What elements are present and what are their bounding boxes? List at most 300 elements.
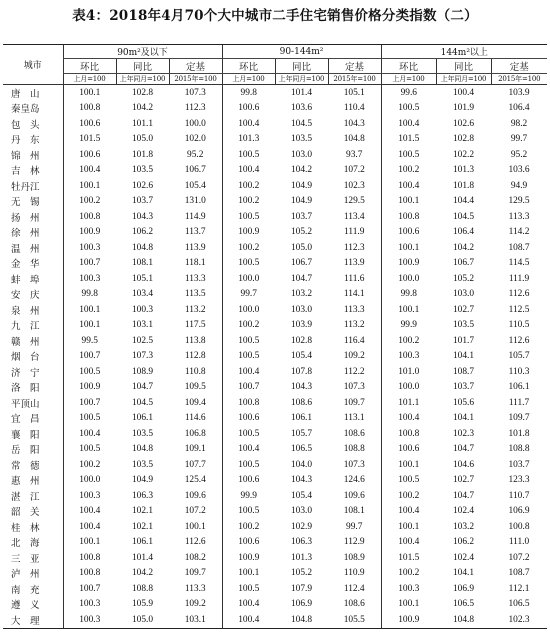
base-small-cell: 110.8 [184, 366, 206, 377]
group-header-large: 144m²以上 [381, 45, 547, 59]
mom-large-cell: 100.4 [381, 535, 436, 551]
yoy-small-cell: 101.4 [131, 552, 154, 563]
base-small-cell: 100.1 [184, 521, 206, 532]
table-row [3, 318, 547, 334]
yoy-medium-cell: 104.3 [290, 382, 313, 393]
yoy-medium-cell: 105.4 [290, 490, 313, 501]
mom-small-cell: 99.5 [63, 333, 116, 349]
yoy-large-cell: 104.6 [452, 459, 475, 470]
yoy-small-cell: 104.2 [131, 103, 154, 114]
yoy-medium-cell: 104.9 [290, 180, 313, 191]
city-name-cell: 三 亚 [11, 553, 40, 565]
base-medium-cell: 113.9 [343, 258, 365, 269]
base-small-cell: 107.2 [184, 506, 206, 517]
mom-large-cell: 99.6 [381, 85, 436, 101]
yoy-medium-cell: 104.9 [290, 196, 313, 207]
yoy-small-cell: 105.1 [131, 273, 154, 284]
yoy-medium-cell: 103.2 [290, 289, 313, 300]
yoy-small-cell: 102.1 [131, 521, 154, 532]
city-name-cell: 湛 江 [11, 491, 40, 503]
base-medium-cell: 112.3 [343, 242, 365, 253]
table-row [3, 116, 547, 132]
base-small-cell: 114.6 [184, 413, 206, 424]
city-name-cell: 无 锡 [11, 197, 40, 209]
base-medium-cell: 113.3 [343, 304, 365, 315]
base-large-cell: 107.2 [508, 552, 530, 563]
mom-medium-cell: 100.5 [222, 209, 275, 225]
yoy-medium-cell: 106.9 [290, 599, 313, 610]
mom-small-cell: 100.8 [63, 550, 116, 566]
base-small-cell: 113.5 [184, 289, 206, 300]
yoy-large-cell: 102.7 [452, 475, 475, 486]
base-small-cell: 113.2 [184, 304, 206, 315]
yoy-small-cell: 103.4 [131, 289, 154, 300]
yoy-small-cell: 108.1 [131, 258, 154, 269]
base-small-cell: 107.7 [184, 459, 206, 470]
base-medium-cell: 113.4 [343, 211, 365, 222]
yoy-large-cell: 106.7 [452, 258, 475, 269]
yoy-small-cell: 105.0 [116, 612, 169, 628]
yoy-large-cell: 102.6 [452, 118, 475, 129]
mom-large-cell: 100.4 [381, 116, 436, 132]
table-row [3, 411, 547, 427]
base-large-cell: 111.7 [508, 397, 530, 408]
yoy-large-cell: 105.2 [452, 273, 475, 284]
base-medium-cell: 99.7 [346, 521, 363, 532]
base-large-cell: 103.6 [508, 165, 530, 176]
city-name-cell: 徐 州 [11, 228, 40, 240]
base-large-cell: 103.9 [508, 87, 530, 98]
mom-medium-cell: 100.6 [222, 535, 275, 551]
base-medium-cell: 111.6 [344, 273, 365, 284]
base-medium-cell: 107.2 [343, 165, 365, 176]
city-name-cell: 烟 台 [11, 352, 40, 364]
mom-large-cell: 100.2 [381, 488, 436, 504]
base-small-cell: 109.1 [184, 444, 206, 455]
table-row [3, 473, 547, 489]
mom-small-cell: 100.9 [63, 225, 116, 241]
mom-medium-cell: 100.1 [222, 566, 275, 582]
base-large-cell: 114.2 [508, 227, 530, 238]
sub-header-yoy: 同比 [275, 59, 328, 74]
table-row [3, 364, 547, 380]
mom-large-cell: 100.0 [381, 271, 436, 287]
yoy-large-cell: 102.2 [452, 149, 475, 160]
yoy-large-cell: 103.5 [452, 320, 475, 331]
mom-large-cell: 100.4 [381, 178, 436, 194]
base-medium-cell: 110.4 [343, 103, 365, 114]
mom-medium-cell: 100.5 [222, 504, 275, 520]
mom-medium-cell: 100.4 [222, 116, 275, 132]
base-medium-cell: 109.7 [343, 397, 365, 408]
mom-medium-cell: 99.7 [222, 287, 275, 303]
city-name-cell: 吉 林 [11, 166, 40, 178]
city-name-cell: 安 庆 [11, 290, 40, 302]
mom-small-cell: 100.3 [63, 488, 116, 504]
mom-medium-cell: 100.4 [222, 364, 275, 380]
base-medium-cell: 112.4 [343, 583, 365, 594]
city-column-header: 城市 [3, 45, 63, 85]
yoy-large-cell: 108.7 [452, 366, 475, 377]
yoy-large-cell: 102.3 [452, 428, 475, 439]
base-large-cell: 111.0 [508, 537, 530, 548]
mom-small-cell: 100.5 [63, 442, 116, 458]
table-row [3, 132, 547, 148]
base-large-cell: 102.3 [491, 612, 547, 628]
table-row [3, 457, 547, 473]
table-row [3, 380, 547, 396]
mom-large-cell: 100.3 [381, 581, 436, 597]
city-name-cell: 丹 东 [11, 135, 40, 147]
table-body [3, 85, 547, 629]
city-name-cell: 宜 昌 [11, 414, 40, 426]
table-row [3, 519, 547, 535]
base-large-cell: 106.5 [508, 599, 530, 610]
mom-small-cell: 100.5 [63, 364, 116, 380]
yoy-small-cell: 108.8 [131, 583, 154, 594]
table-row [3, 209, 547, 225]
base-large-cell: 112.6 [508, 289, 530, 300]
base-small-cell: 106.8 [184, 428, 206, 439]
base-small-cell: 109.4 [184, 397, 206, 408]
mom-small-cell: 101.5 [63, 132, 116, 148]
base-medium-cell: 129.5 [343, 196, 365, 207]
city-name-cell: 洛 阳 [11, 383, 40, 395]
mom-medium-cell: 100.5 [222, 581, 275, 597]
base-label-mom: 上月=100 [63, 74, 116, 85]
yoy-small-cell: 102.5 [131, 335, 154, 346]
table-row [3, 550, 547, 566]
yoy-large-cell: 101.8 [452, 180, 475, 191]
base-small-cell: 109.7 [184, 568, 206, 579]
city-name-cell: 九 江 [11, 321, 40, 333]
base-small-cell: 109.6 [184, 490, 206, 501]
mom-medium-cell: 100.5 [222, 256, 275, 272]
base-medium-cell: 110.9 [343, 568, 365, 579]
yoy-medium-cell: 104.0 [290, 459, 313, 470]
yoy-small-cell: 104.8 [131, 242, 154, 253]
yoy-medium-cell: 104.7 [290, 273, 313, 284]
base-label-mom: 上月=100 [222, 74, 275, 85]
yoy-small-cell: 103.5 [131, 459, 154, 470]
mom-medium-cell: 99.8 [222, 85, 275, 101]
table-row [3, 395, 547, 411]
base-medium-cell: 108.8 [343, 444, 365, 455]
yoy-large-cell: 104.1 [452, 413, 475, 424]
base-label-yoy: 上年同月=100 [275, 74, 328, 85]
mom-medium-cell: 100.6 [222, 473, 275, 489]
mom-small-cell: 100.5 [63, 411, 116, 427]
base-small-cell: 106.7 [184, 165, 206, 176]
base-small-cell: 95.2 [187, 149, 204, 160]
mom-small-cell: 100.3 [63, 240, 116, 256]
table-row [3, 566, 547, 582]
yoy-large-cell: 104.4 [452, 196, 475, 207]
city-name-cell: 赣 州 [11, 336, 40, 348]
city-name-cell: 泉 州 [11, 305, 40, 317]
mom-small-cell: 100.7 [63, 349, 116, 365]
mom-medium-cell: 100.5 [222, 349, 275, 365]
mom-medium-cell: 100.4 [222, 597, 275, 613]
sub-header-mom: 环比 [222, 59, 275, 74]
yoy-medium-cell: 105.2 [290, 227, 313, 238]
city-name-cell: 锦 州 [11, 150, 40, 162]
sub-header-mom: 环比 [381, 59, 436, 74]
base-small-cell: 113.3 [184, 583, 206, 594]
mom-large-cell: 100.6 [381, 225, 436, 241]
base-large-cell: 108.7 [508, 568, 530, 579]
table-row [3, 426, 547, 442]
yoy-small-cell: 103.5 [131, 165, 154, 176]
yoy-small-cell: 104.8 [131, 444, 154, 455]
mom-small-cell: 100.6 [63, 147, 116, 163]
price-index-table [3, 44, 547, 629]
mom-medium-cell: 100.5 [222, 457, 275, 473]
yoy-small-cell: 106.1 [131, 537, 154, 548]
mom-small-cell: 100.1 [63, 85, 116, 101]
base-large-cell: 108.7 [508, 242, 530, 253]
city-name-cell: 惠 州 [11, 476, 40, 488]
mom-medium-cell: 100.4 [222, 163, 275, 179]
table-row [3, 256, 547, 272]
base-label-yoy: 上年同月=100 [436, 74, 491, 85]
mom-medium-cell: 100.4 [222, 612, 275, 628]
table-row [3, 271, 547, 287]
city-name-cell: 泸 州 [11, 569, 40, 581]
mom-large-cell: 100.1 [381, 194, 436, 210]
city-name-cell: 大 理 [3, 612, 63, 628]
base-medium-cell: 108.1 [343, 506, 365, 517]
mom-large-cell: 100.1 [381, 240, 436, 256]
mom-medium-cell: 100.9 [222, 550, 275, 566]
yoy-large-cell: 102.4 [452, 552, 475, 563]
sub-header-base: 定基 [491, 59, 547, 74]
base-medium-cell: 93.7 [346, 149, 363, 160]
base-large-cell: 101.8 [508, 428, 530, 439]
mom-small-cell: 100.4 [63, 519, 116, 535]
yoy-large-cell: 104.8 [436, 612, 491, 628]
base-medium-cell: 108.9 [343, 552, 365, 563]
yoy-large-cell: 103.2 [452, 521, 475, 532]
yoy-large-cell: 100.4 [452, 87, 475, 98]
yoy-large-cell: 104.1 [452, 568, 475, 579]
base-label-mom: 上月=100 [381, 74, 436, 85]
table-row [3, 504, 547, 520]
yoy-medium-cell: 107.9 [290, 583, 313, 594]
mom-medium-cell: 99.9 [222, 488, 275, 504]
mom-small-cell: 100.3 [63, 271, 116, 287]
yoy-medium-cell: 106.5 [290, 444, 313, 455]
base-large-cell: 114.5 [508, 258, 530, 269]
mom-large-cell: 101.5 [381, 132, 436, 148]
mom-medium-cell: 100.5 [222, 426, 275, 442]
mom-large-cell: 100.3 [381, 349, 436, 365]
mom-small-cell: 100.7 [63, 256, 116, 272]
mom-small-cell: 100.0 [63, 473, 116, 489]
yoy-large-cell: 106.4 [452, 227, 475, 238]
mom-large-cell: 99.9 [381, 318, 436, 334]
mom-large-cell: 100.4 [381, 411, 436, 427]
table-row [3, 535, 547, 551]
mom-small-cell: 100.3 [63, 612, 116, 628]
mom-large-cell: 100.1 [381, 519, 436, 535]
mom-small-cell: 100.1 [63, 302, 116, 318]
base-large-cell: 106.9 [508, 506, 530, 517]
city-name-cell: 北 海 [11, 538, 40, 550]
sub-header-base: 定基 [169, 59, 222, 74]
yoy-medium-cell: 105.2 [290, 568, 313, 579]
base-large-cell: 98.2 [510, 118, 528, 129]
base-large-cell: 106.4 [508, 103, 530, 114]
base-large-cell: 129.5 [508, 196, 530, 207]
base-medium-cell: 113.1 [343, 413, 365, 424]
mom-large-cell: 99.8 [381, 287, 436, 303]
base-medium-cell: 108.6 [343, 428, 365, 439]
yoy-medium-cell: 103.0 [290, 506, 313, 517]
table-row [3, 178, 547, 194]
yoy-small-cell: 107.3 [131, 351, 154, 362]
base-large-cell: 110.7 [508, 490, 530, 501]
mom-medium-cell: 100.5 [222, 333, 275, 349]
base-large-cell: 99.7 [510, 134, 528, 145]
yoy-small-cell: 102.6 [131, 180, 154, 191]
sub-header-yoy: 同比 [116, 59, 169, 74]
mom-small-cell: 100.1 [63, 318, 116, 334]
table-row [3, 333, 547, 349]
base-small-cell: 105.4 [184, 180, 206, 191]
yoy-medium-cell: 106.3 [290, 537, 313, 548]
group-header-medium: 90-144m² [222, 45, 381, 59]
base-medium-cell: 107.3 [343, 459, 365, 470]
mom-medium-cell: 100.2 [222, 519, 275, 535]
base-large-cell: 110.3 [508, 366, 530, 377]
base-small-cell: 112.3 [184, 103, 206, 114]
base-large-cell: 108.8 [508, 444, 530, 455]
mom-small-cell: 100.2 [63, 457, 116, 473]
city-name-cell: 金 华 [11, 259, 40, 271]
base-large-cell: 112.1 [508, 583, 530, 594]
table-row [3, 302, 547, 318]
mom-medium-cell: 100.6 [222, 411, 275, 427]
yoy-small-cell: 105.9 [131, 599, 154, 610]
mom-medium-cell: 100.7 [222, 380, 275, 396]
mom-large-cell: 100.8 [381, 426, 436, 442]
city-name-cell: 温 州 [11, 243, 40, 255]
mom-large-cell: 100.1 [381, 597, 436, 613]
yoy-small-cell: 102.8 [131, 87, 154, 98]
mom-small-cell: 100.4 [63, 504, 116, 520]
base-small-cell: 131.0 [184, 196, 206, 207]
base-small-cell: 107.3 [184, 87, 206, 98]
yoy-medium-cell: 106.1 [290, 413, 313, 424]
base-medium-cell: 112.2 [343, 366, 365, 377]
mom-large-cell: 100.9 [381, 256, 436, 272]
yoy-small-cell: 101.8 [131, 149, 154, 160]
yoy-small-cell: 103.1 [131, 320, 154, 331]
yoy-large-cell: 104.7 [452, 490, 475, 501]
yoy-large-cell: 104.5 [452, 211, 475, 222]
base-medium-cell: 113.2 [343, 320, 365, 331]
yoy-medium-cell: 103.7 [290, 211, 313, 222]
mom-small-cell: 100.8 [63, 566, 116, 582]
mom-large-cell: 100.2 [381, 163, 436, 179]
yoy-medium-cell: 101.3 [290, 552, 313, 563]
table-row [3, 85, 547, 101]
base-large-cell: 100.8 [508, 521, 530, 532]
table-row [3, 597, 547, 613]
mom-large-cell: 100.1 [381, 302, 436, 318]
yoy-medium-cell: 105.4 [290, 351, 313, 362]
mom-small-cell: 100.7 [63, 395, 116, 411]
yoy-large-cell: 103.7 [452, 382, 475, 393]
base-small-cell: 113.9 [184, 242, 206, 253]
yoy-small-cell: 103.5 [131, 428, 154, 439]
table-row [3, 287, 547, 303]
city-name-cell: 岳 阳 [11, 445, 40, 457]
yoy-medium-cell: 108.6 [290, 397, 313, 408]
yoy-large-cell: 104.1 [452, 351, 475, 362]
base-large-cell: 123.3 [508, 475, 530, 486]
base-small-cell: 114.9 [184, 211, 206, 222]
base-large-cell: 112.6 [508, 335, 530, 346]
yoy-small-cell: 104.5 [131, 397, 154, 408]
mom-large-cell: 101.0 [381, 364, 436, 380]
mom-large-cell: 100.5 [381, 101, 436, 117]
mom-medium-cell: 100.2 [222, 240, 275, 256]
mom-medium-cell: 100.9 [222, 225, 275, 241]
mom-small-cell: 100.4 [63, 163, 116, 179]
table-title: 表4：2018年4月70个大中城市二手住宅销售价格分类指数（二） [72, 8, 478, 24]
base-medium-cell: 114.1 [343, 289, 365, 300]
table-row [3, 101, 547, 117]
city-name-cell: 秦皇岛 [11, 104, 40, 116]
yoy-large-cell: 106.5 [452, 599, 475, 610]
city-name-cell: 桂 林 [11, 522, 40, 534]
base-label-fixed: 2015年=100 [169, 74, 222, 85]
yoy-small-cell: 102.1 [131, 506, 154, 517]
base-large-cell: 105.7 [508, 351, 530, 362]
yoy-medium-cell: 107.8 [290, 366, 313, 377]
table-row [3, 194, 547, 210]
mom-small-cell: 100.3 [63, 597, 116, 613]
base-small-cell: 109.2 [184, 599, 206, 610]
table-row [3, 442, 547, 458]
mom-large-cell: 100.1 [381, 457, 436, 473]
yoy-medium-cell: 104.3 [290, 475, 313, 486]
yoy-medium-cell: 102.9 [290, 521, 313, 532]
mom-medium-cell: 100.0 [222, 302, 275, 318]
base-medium-cell: 107.3 [343, 382, 365, 393]
base-medium-cell: 105.5 [328, 612, 381, 628]
city-name-cell: 蚌 埠 [11, 274, 40, 286]
mom-large-cell: 100.5 [381, 147, 436, 163]
yoy-medium-cell: 103.6 [290, 103, 313, 114]
mom-medium-cell: 100.5 [222, 147, 275, 163]
city-name-cell: 包 头 [11, 119, 40, 131]
mom-small-cell: 100.1 [63, 178, 116, 194]
base-small-cell: 103.1 [169, 612, 222, 628]
base-small-cell: 108.2 [184, 552, 206, 563]
base-small-cell: 125.4 [184, 475, 206, 486]
base-medium-cell: 116.4 [343, 335, 365, 346]
mom-large-cell: 101.1 [381, 395, 436, 411]
table-row [3, 349, 547, 365]
base-medium-cell: 102.3 [343, 180, 365, 191]
city-name-cell: 南 充 [11, 584, 40, 596]
mom-large-cell: 100.6 [381, 442, 436, 458]
yoy-medium-cell: 103.9 [290, 320, 313, 331]
table-row [3, 147, 547, 163]
